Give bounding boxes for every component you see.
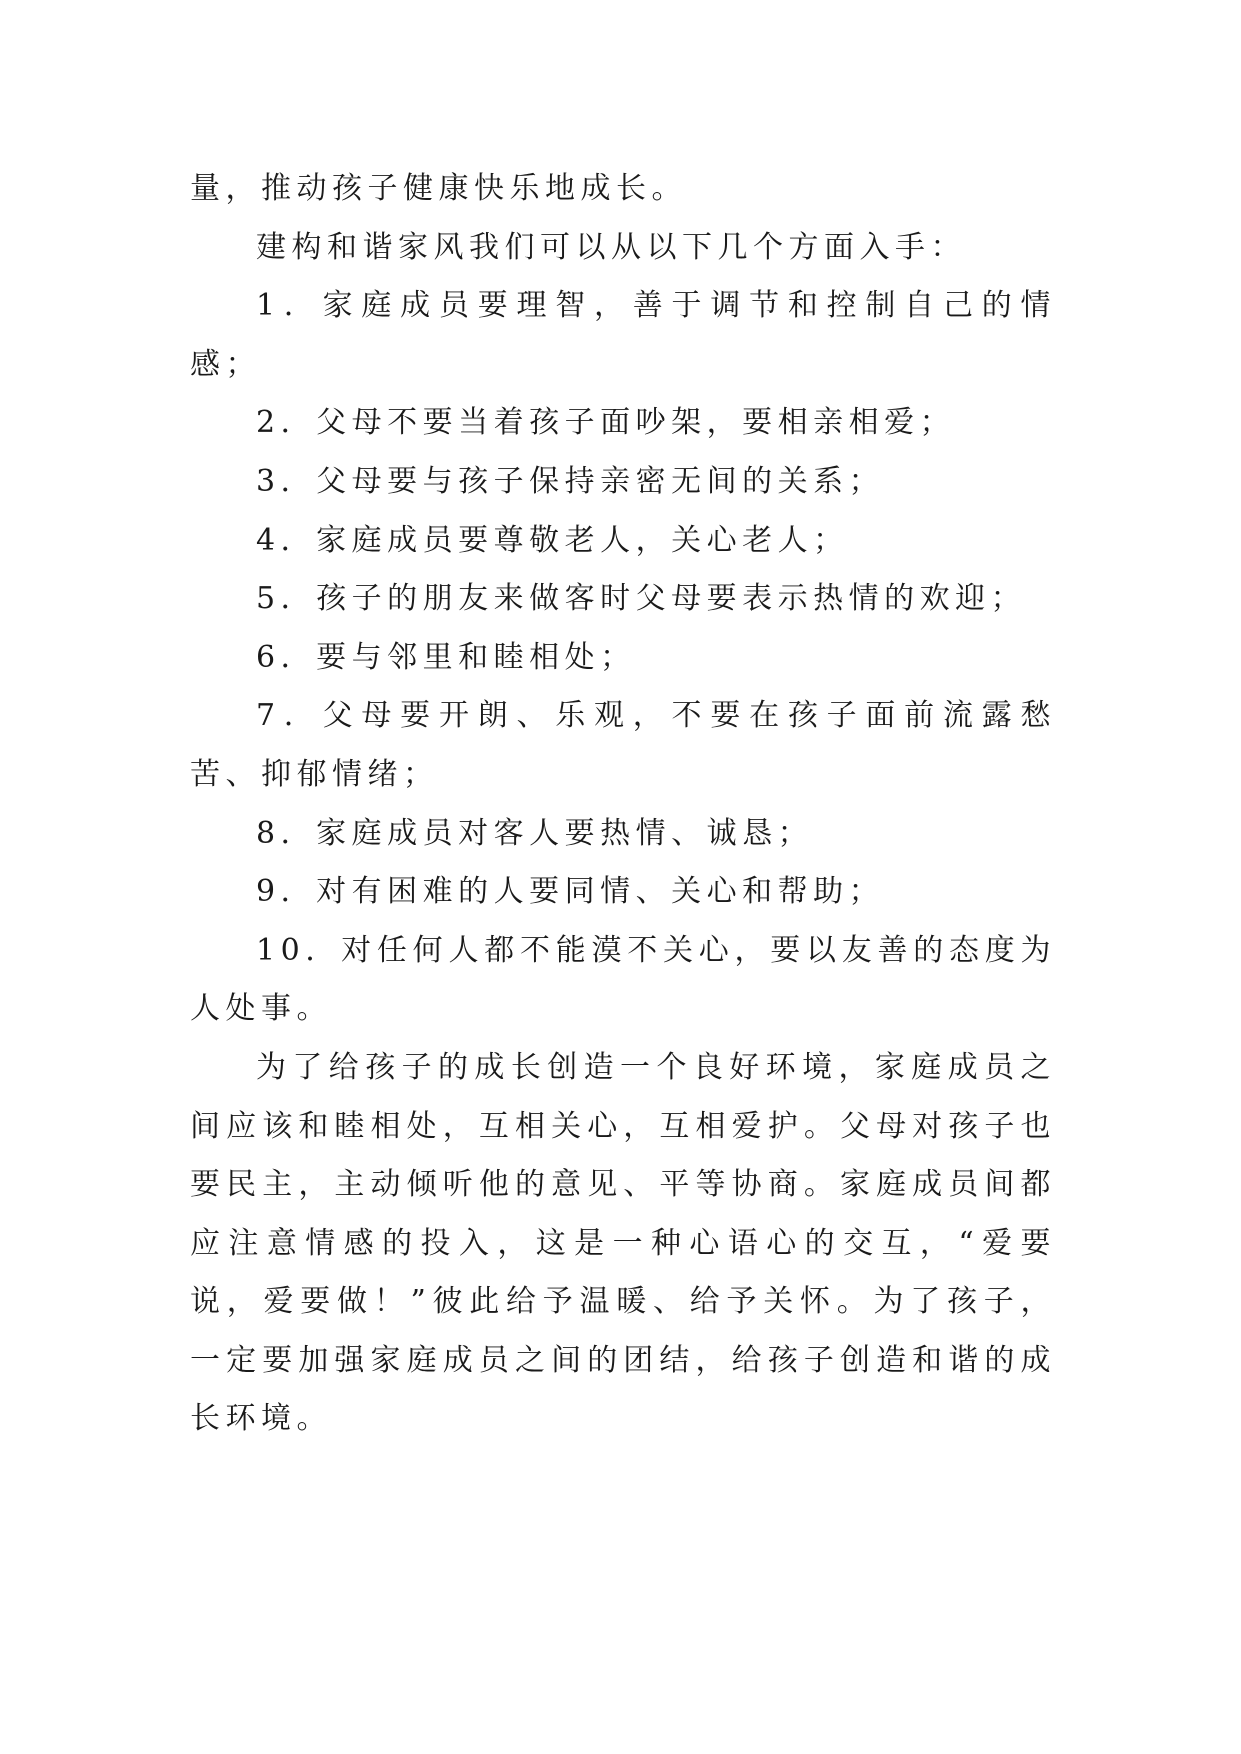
list-item-4: 4．家庭成员要尊敬老人，关心老人； — [256, 522, 849, 558]
list-item-10: 10．对任何人都不能漠不关心，要以友善的态度为人处事。 — [190, 932, 1056, 1027]
intro-paragraph: 建构和谐家风我们可以从以下几个方面入手： — [256, 229, 966, 265]
conclusion-paragraph: 为了给孩子的成长创造一个良好环境，家庭成员之间应该和睦相处，互相关心，互相爱护。父母对孩子也要民主，主动倾听他的意见、平等协商。家庭成员间都应注意情感的投入，这是一种心语心的交互，“爱要说，爱要做！”彼此给予温暖、给予关怀。为了孩子，一定要加强家庭成员之间的团结，给孩子创造和谐的成长环境。 — [190, 1049, 1056, 1437]
list-item-8: 8．家庭成员对客人要热情、诚恳； — [256, 815, 814, 851]
list-item-2: 2．父母不要当着孩子面吵架，要相亲相爱； — [256, 405, 956, 441]
list-item-9: 9．对有困难的人要同情、关心和帮助； — [256, 874, 885, 910]
list-item-3: 3．父母要与孩子保持亲密无间的关系； — [256, 463, 885, 499]
list-item-1: 1．家庭成员要理智，善于调节和控制自己的情感； — [190, 288, 1056, 382]
list-item-7: 7．父母要开朗、乐观，不要在孩子面前流露愁苦、抑郁情绪； — [190, 698, 1056, 792]
list-item-6: 6．要与邻里和睦相处； — [256, 639, 636, 675]
continuation-paragraph: 量，推动孩子健康快乐地成长。 — [190, 171, 687, 206]
list-item-5: 5．孩子的朋友来做客时父母要表示热情的欢迎； — [256, 581, 1027, 617]
document-page — [190, 160, 1056, 1449]
